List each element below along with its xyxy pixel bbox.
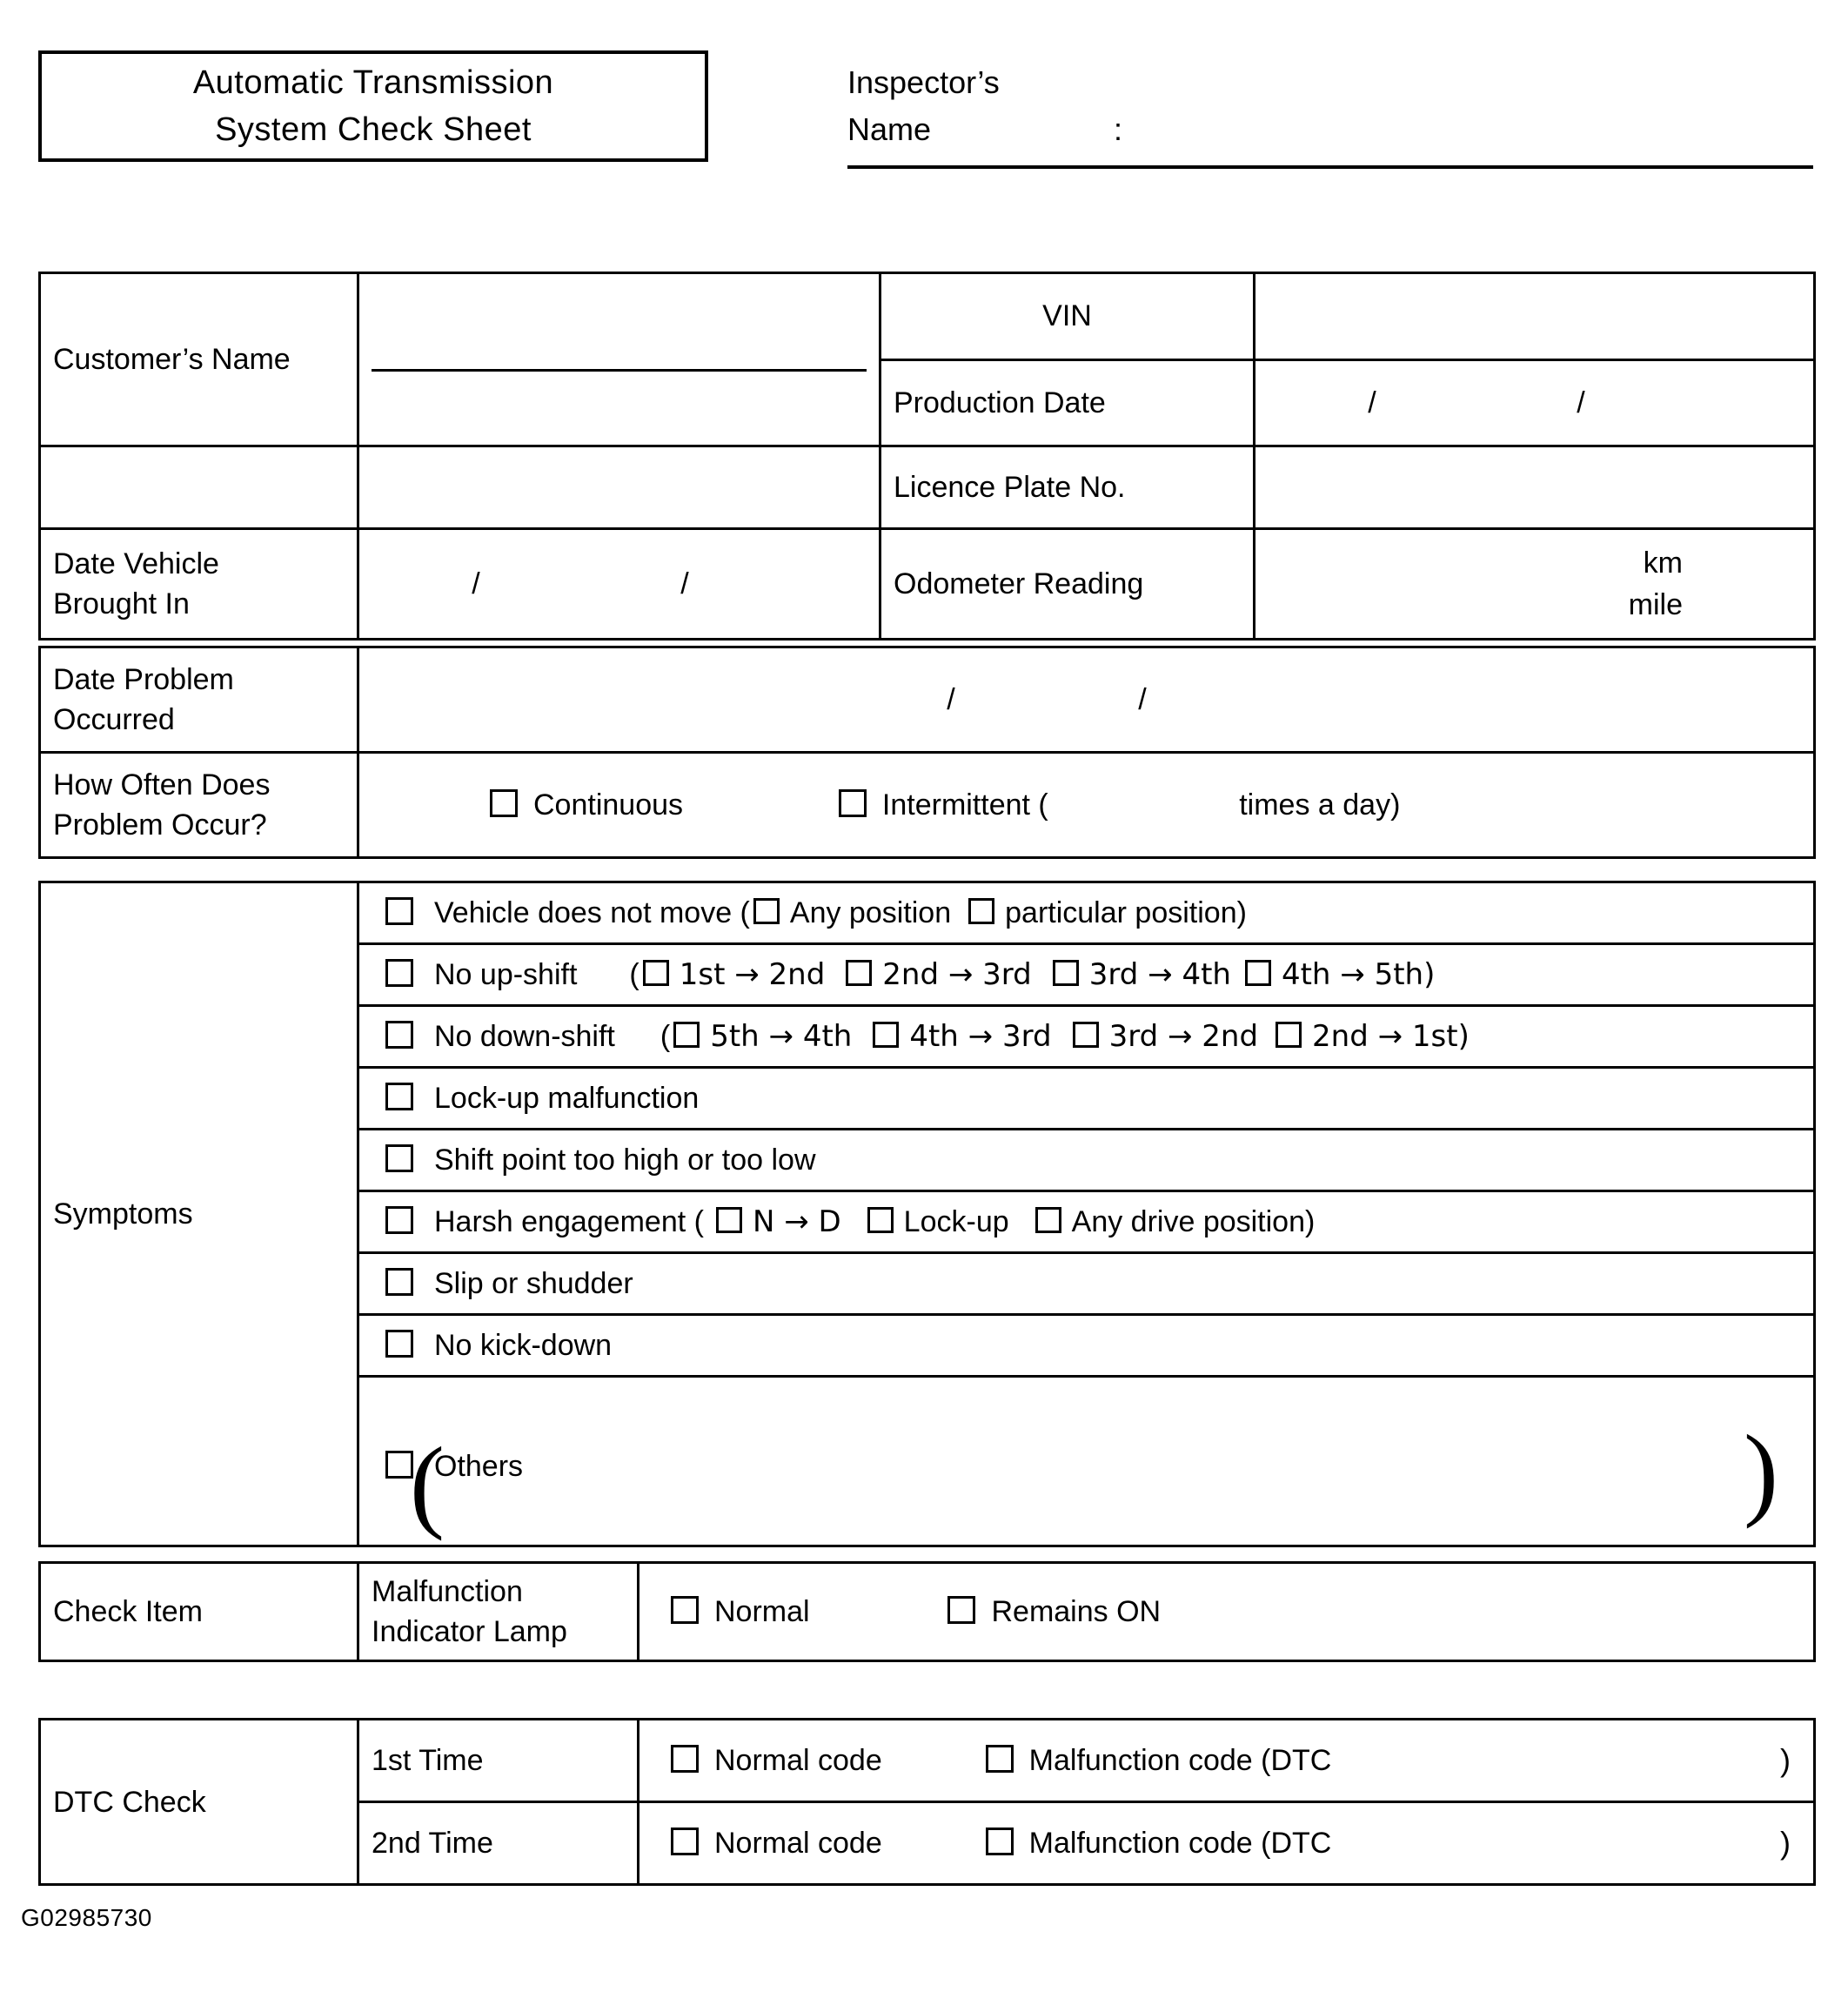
licence-plate-value[interactable] — [1255, 446, 1815, 529]
checkbox-continuous[interactable] — [490, 789, 518, 817]
date-brought-in-label: Date Vehicle Brought In — [40, 529, 358, 640]
label-3rd-4th: 3rd → 4th — [1088, 957, 1231, 992]
checkbox-any-drive-position[interactable] — [1035, 1207, 1061, 1233]
label-any-position: Any position — [789, 896, 952, 929]
label-slip-or-shudder: Slip or shudder — [434, 1267, 633, 1300]
problem-info-table — [38, 646, 1816, 859]
label-mil-remains-on: Remains ON — [991, 1595, 1162, 1628]
date-brought-in-value[interactable] — [358, 529, 880, 640]
checkbox-no-kick-down[interactable] — [385, 1330, 413, 1358]
label-no-down-shift: No down-shift — [434, 1020, 615, 1053]
production-date-slash1: / — [1368, 386, 1376, 419]
date-problem-slash2: / — [1138, 683, 1147, 716]
symptoms-label: Symptoms — [40, 882, 358, 1546]
checkbox-mil-remains-on[interactable] — [947, 1596, 975, 1624]
form-title-line1: Automatic Transmission — [192, 64, 554, 101]
production-date-value[interactable] — [1255, 359, 1815, 446]
table-row — [40, 1720, 1815, 1802]
customer-name-value2[interactable] — [358, 446, 880, 529]
date-problem-occurred-value[interactable] — [358, 647, 1815, 753]
checkbox-2nd-1st[interactable] — [1276, 1022, 1302, 1048]
symptom-row-lock-up-malfunction — [358, 1068, 1815, 1130]
label-dtc2-close-paren: ) — [1780, 1825, 1791, 1861]
label-4th-3rd: 4th → 3rd — [909, 1019, 1052, 1054]
checkbox-1st-2nd[interactable] — [643, 960, 669, 986]
checkbox-dtc1-normal-code[interactable] — [671, 1745, 699, 1773]
dtc-2nd-time-label: 2nd Time — [358, 1802, 639, 1885]
others-paren-left: ( — [410, 1425, 445, 1541]
mil-options — [639, 1563, 1815, 1661]
mil-label: Malfunction Indicator Lamp — [358, 1563, 639, 1661]
table-row — [40, 753, 1815, 858]
header-row — [38, 50, 1813, 172]
label-n-to-d: N → D — [752, 1204, 841, 1239]
production-date-slash2: / — [1577, 386, 1585, 419]
checkbox-dtc2-malfunction-code[interactable] — [986, 1828, 1014, 1855]
checkbox-vehicle-does-not-move[interactable] — [385, 897, 413, 925]
table-row — [40, 529, 1815, 640]
label-1st-2nd: 1st → 2nd — [679, 957, 826, 992]
table-row — [40, 446, 1815, 529]
label-any-drive-position: Any drive position) — [1071, 1205, 1316, 1238]
checkbox-mil-normal[interactable] — [671, 1596, 699, 1624]
checkbox-lock-up-malfunction[interactable] — [385, 1083, 413, 1110]
checkbox-4th-3rd[interactable] — [873, 1022, 899, 1048]
dtc-2nd-time-options — [639, 1802, 1815, 1885]
label-up-shift-open-paren: ( — [629, 958, 639, 991]
problem-frequency-label: How Often Does Problem Occur? — [40, 753, 358, 858]
checkbox-lock-up[interactable] — [867, 1207, 894, 1233]
label-vehicle-does-not-move: Vehicle does not move ( — [434, 896, 750, 929]
symptom-row-no-up-shift — [358, 944, 1815, 1006]
dtc-check-label: DTC Check — [40, 1720, 358, 1885]
label-3rd-2nd: 3rd → 2nd — [1108, 1019, 1259, 1054]
customer-name-value[interactable] — [358, 273, 880, 446]
label-down-shift-open-paren: ( — [660, 1020, 671, 1053]
label-dtc2-malfunction-code: Malfunction code (DTC — [1028, 1827, 1332, 1860]
label-particular-position: particular position) — [1005, 896, 1247, 929]
checkbox-slip-or-shudder[interactable] — [385, 1268, 413, 1296]
checkbox-no-up-shift[interactable] — [385, 959, 413, 987]
label-dtc1-normal-code: Normal code — [714, 1744, 882, 1777]
label-no-up-shift: No up-shift — [434, 958, 578, 991]
label-dtc1-malfunction-code: Malfunction code (DTC — [1028, 1744, 1332, 1777]
production-date-label: Production Date — [880, 359, 1255, 446]
customer-name-label-spacer — [40, 446, 358, 529]
others-paren-right: ) — [1744, 1413, 1778, 1529]
symptom-row-no-down-shift — [358, 1006, 1815, 1068]
inspector-name-field[interactable] — [847, 59, 1813, 153]
odometer-unit-km: km — [1643, 547, 1683, 580]
label-shift-point: Shift point too high or too low — [434, 1143, 816, 1177]
checkbox-dtc2-normal-code[interactable] — [671, 1828, 699, 1855]
vehicle-info-table — [38, 272, 1816, 640]
dtc-1st-time-options — [639, 1720, 1815, 1802]
label-others: Others — [434, 1450, 524, 1483]
check-item-table — [38, 1561, 1816, 1662]
table-row — [40, 273, 1815, 360]
label-harsh-engagement: Harsh engagement ( — [434, 1205, 704, 1238]
checkbox-2nd-3rd[interactable] — [846, 960, 872, 986]
dtc-check-table — [38, 1718, 1816, 1886]
symptom-row-shift-point — [358, 1130, 1815, 1191]
odometer-value[interactable] — [1255, 529, 1815, 640]
symptom-row-vehicle-does-not-move — [358, 882, 1815, 944]
vin-label: VIN — [880, 273, 1255, 360]
others-input[interactable] — [499, 1465, 1699, 1543]
label-intermittent: Intermittent ( — [881, 788, 1048, 822]
dtc-1st-time-label: 1st Time — [358, 1720, 639, 1802]
table-row — [40, 647, 1815, 753]
inspector-underline — [847, 165, 1813, 169]
form-title-line2: System Check Sheet — [215, 111, 532, 148]
checkbox-harsh-engagement[interactable] — [385, 1206, 413, 1234]
symptom-row-others — [358, 1377, 1815, 1546]
inspector-colon: : — [1114, 111, 1123, 147]
label-continuous: Continuous — [533, 788, 684, 822]
symptom-row-harsh-engagement — [358, 1191, 1815, 1253]
symptom-row-slip-or-shudder — [358, 1253, 1815, 1315]
date-brought-in-slash1: / — [472, 567, 480, 600]
label-mil-normal: Normal — [714, 1595, 810, 1628]
label-4th-5th: 4th → 5th) — [1281, 957, 1436, 992]
checkbox-any-position[interactable] — [753, 898, 780, 924]
inspector-label-line2: Name — [847, 111, 932, 147]
checkbox-intermittent[interactable] — [839, 789, 867, 817]
label-2nd-1st: 2nd → 1st) — [1312, 1019, 1470, 1054]
checkbox-n-to-d[interactable] — [716, 1207, 742, 1233]
label-intermittent-suffix: times a day) — [1239, 788, 1401, 822]
form-title-box — [38, 50, 708, 162]
label-lock-up-malfunction: Lock-up malfunction — [434, 1082, 700, 1115]
licence-plate-label: Licence Plate No. — [880, 446, 1255, 529]
label-dtc2-normal-code: Normal code — [714, 1827, 882, 1860]
customer-name-label: Customer’s Name — [40, 273, 358, 446]
problem-frequency-options — [358, 753, 1815, 858]
label-no-kick-down: No kick-down — [434, 1329, 613, 1362]
label-5th-4th: 5th → 4th — [710, 1019, 853, 1054]
symptoms-table — [38, 881, 1816, 1547]
odometer-unit-mile: mile — [1628, 588, 1683, 621]
label-lock-up: Lock-up — [903, 1205, 1009, 1238]
checkbox-particular-position[interactable] — [968, 898, 994, 924]
table-row — [40, 882, 1815, 944]
odometer-label: Odometer Reading — [880, 529, 1255, 640]
checkbox-dtc1-malfunction-code[interactable] — [986, 1745, 1014, 1773]
date-problem-slash1: / — [947, 683, 955, 716]
checkbox-shift-point[interactable] — [385, 1144, 413, 1172]
date-problem-occurred-label: Date Problem Occurred — [40, 647, 358, 753]
checkbox-no-down-shift[interactable] — [385, 1021, 413, 1049]
label-dtc1-close-paren: ) — [1780, 1742, 1791, 1778]
vin-value[interactable] — [1255, 273, 1815, 360]
checkbox-3rd-4th[interactable] — [1053, 960, 1079, 986]
checkbox-4th-5th[interactable] — [1245, 960, 1271, 986]
checkbox-5th-4th[interactable] — [673, 1022, 700, 1048]
document-code: G02985730 — [21, 1904, 152, 1931]
label-2nd-3rd: 2nd → 3rd — [882, 957, 1032, 992]
inspector-label-line1: Inspector’s — [847, 64, 1000, 100]
symptom-row-no-kick-down — [358, 1315, 1815, 1377]
checkbox-3rd-2nd[interactable] — [1073, 1022, 1099, 1048]
date-brought-in-slash2: / — [680, 567, 689, 600]
table-row — [40, 1563, 1815, 1661]
check-item-label: Check Item — [40, 1563, 358, 1661]
